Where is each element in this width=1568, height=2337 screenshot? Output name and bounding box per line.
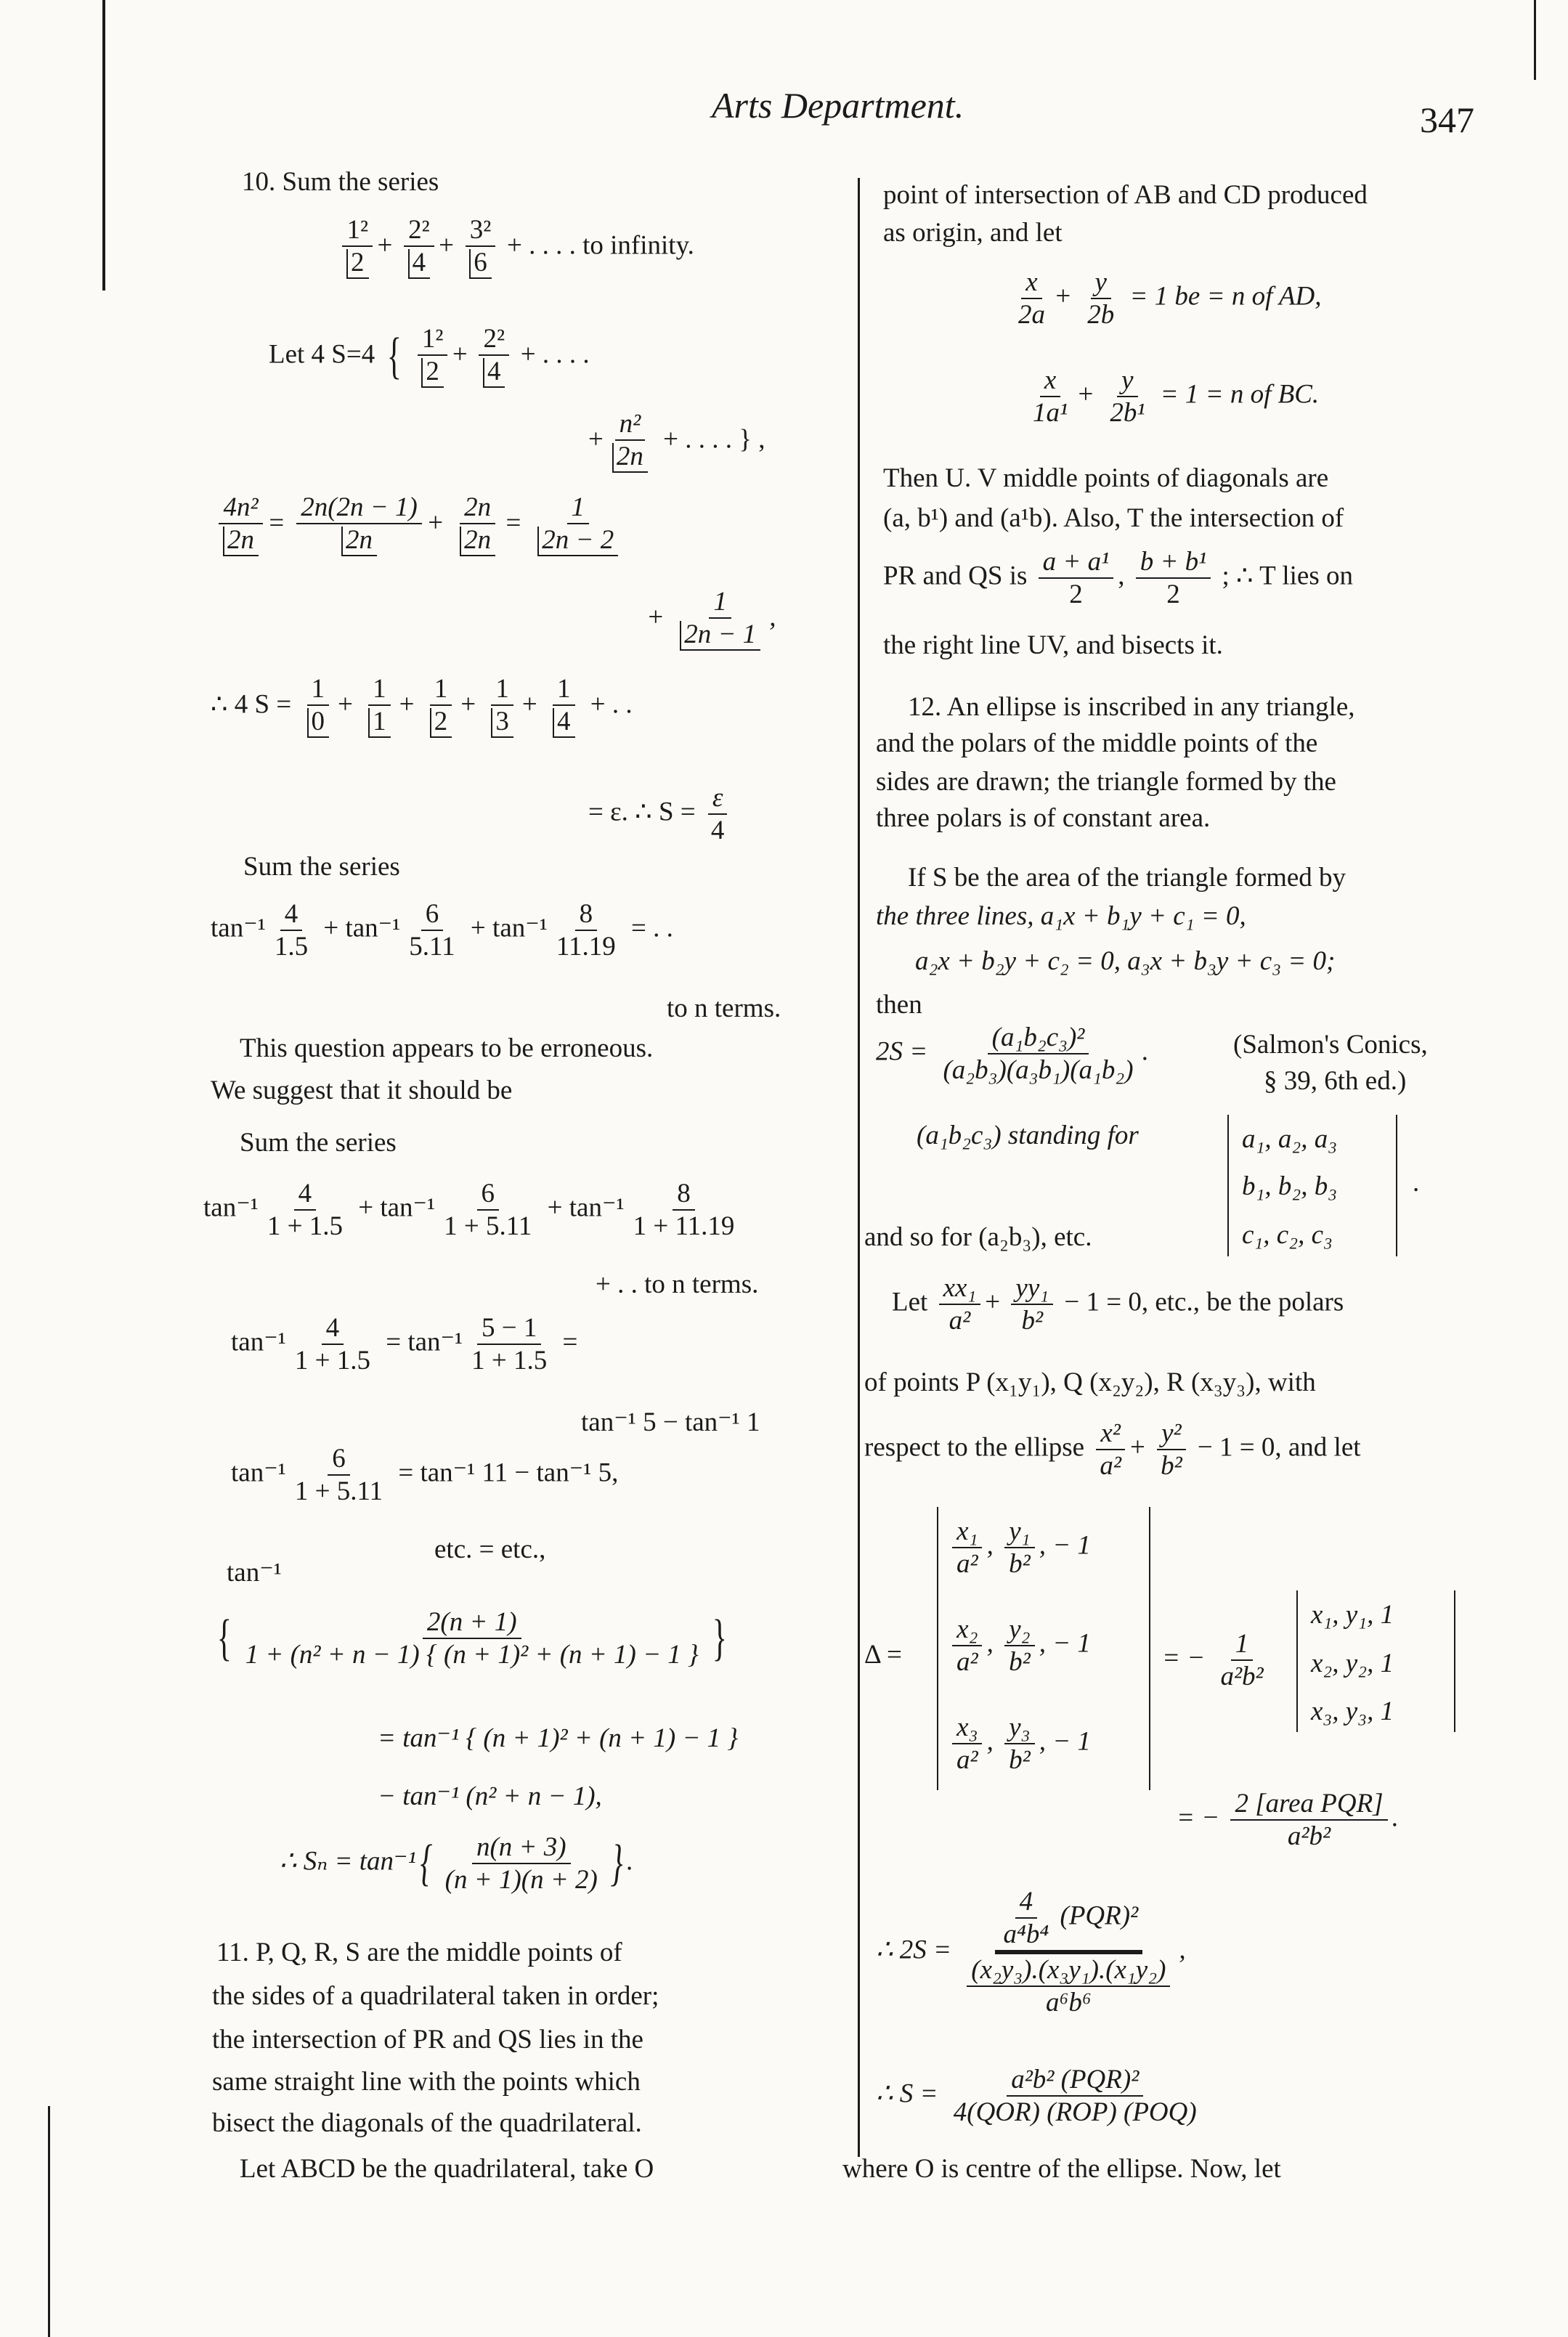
xy-row-3: x₃, y₃, 1 [1311,1696,1394,1726]
identity-line: $\frac{\text{4n²}}{2n}$ = $\frac{2n(2n - 1)}{2n}$ + $\frac{2n}{2n}$ = $\frac{1}{2n - 2}$ [214,494,627,556]
q11-line-5: bisect the diagonals of the quadrilateral. [212,2108,642,2138]
delta-row-2: $\frac{\text{x₂}}{\text{a²}}$ , $\frac{\text{y₂}}{\text{b²}}$ , − 1 [948,1616,1091,1675]
where-o-line: where O is centre of the ellipse. Now, let [842,2154,1281,2184]
delta-eq: = − $\frac{1}{\text{a²b²}}$ [1162,1629,1264,1691]
therefore-2s: ∴ 2S = $\frac{4}{\text{a⁴b⁴}}$ (PQR)² $\frac{\text{(x₂y₃).(x₃y₁).(x₁y₂)}}{\text{a⁶b⁶}}$ , [876,1887,1186,2017]
delta-row-3: $\frac{\text{x₃}}{\text{a²}}$ , $\frac{\text{y₃}}{\text{b²}}$ , − 1 [948,1714,1091,1773]
tan-general: tan⁻¹ [227,1558,282,1588]
erroneous-line-1: This question appears to be erroneous. [240,1033,654,1063]
if-s-line-2: the three lines, a₁x + b₁y + c₁ = 0, [876,901,1246,931]
line-bc: $\frac{x}{\text{1a¹}}$ + $\frac{y}{\text{2b¹}}$ = 1 = n of BC. [1033,365,1320,428]
det-row-a: a₁, a₂, a₃ [1242,1124,1338,1154]
general-eq-2: − tan⁻¹ (n² + n − 1), [378,1781,602,1811]
q11-line-2: the sides of a quadrilateral taken in order; [212,1981,659,2011]
det-row-c: c₁, c₂, c₃ [1242,1220,1333,1250]
erroneous-line-2: We suggest that it should be [211,1076,513,1105]
running-title: Arts Department. [712,85,964,126]
two-s-formula: 2S = $\frac{\text{(a₁b₂c₃)²}}{\text{(a₂b₃)(a₃b₁)(a₁b₂)}}$ . [876,1023,1149,1085]
of-points: of points P (x₁y₁), Q (x₂y₂), R (x₃y₃), with [864,1367,1316,1397]
q11-line-3: the intersection of PR and QS lies in the [212,2025,643,2054]
q12-line-1: 12. An ellipse is inscribed in any triangle, [908,692,1355,722]
q11-line-1: 11. P, Q, R, S are the middle points of [216,1938,622,1967]
tan-line-2: tan⁻¹ $\frac{6}{1 + 5.11}$ = tan⁻¹ 11 − tan⁻¹ 5, [231,1444,619,1506]
then-uv-line-1: Then U. V middle points of diagonals are [883,463,1329,493]
intro-line-2: as origin, and let [883,218,1063,248]
general-fraction: { $\frac{2(n + 1)}{\text{1 + (n² + n − 1) \{ (n + 1)² + (n + 1) − 1 \}}}$ } [216,1607,727,1670]
delta-row-1: $\frac{\text{x₁}}{\text{a²}}$ , $\frac{\text{y₁}}{\text{b²}}$ , − 1 [948,1518,1091,1577]
q11-line-6: Let ABCD be the quadrilateral, take O [240,2154,654,2184]
salmon-ref-1: (Salmon's Conics, [1233,1030,1428,1060]
lines-2-3: a₂x + b₂y + c₂ = 0, a₃x + b₃y + c₃ = 0; [915,946,1336,976]
q11-line-4: same straight line with the points which [212,2067,641,2097]
equals-epsilon: = ε. ∴ S = $\frac{\varepsilon}{4}$ [588,784,733,844]
let-4s: Let 4 S=4 { $\frac{\text{1²}}{2}$ + $\frac{\text{2²}}{4}$ + . . . . [269,324,590,386]
to-n-terms-1: to n terms. [667,993,781,1023]
and-so-for: and so for (a₂b₃), etc. [864,1222,1092,1252]
column-divider [858,178,860,2157]
sum-series-2: Sum the series [243,852,400,882]
intro-line-1: point of intersection of AB and CD produced [883,180,1368,210]
page-left-edge [102,0,105,290]
therefore-s: ∴ S = $\frac{\text{a²b² (PQR)²}}{\text{4(QOR) (ROP) (POQ)}}$ [876,2065,1197,2127]
q10-series: $\frac{\text{1²}}{2}$ + $\frac{\text{2²}}{4}$ + $\frac{\text{3²}}{6}$ + . . . . to infinity. [338,216,694,279]
to-n-terms-2: + . . to n terms. [596,1269,759,1299]
line-ad: $\frac{x}{2a}$ + $\frac{y}{2b}$ = 1 be = n of AD, [1018,267,1322,330]
standing-for: (a₁b₂c₃) standing for [917,1121,1139,1150]
page-right-edge [1534,0,1536,80]
tan-line-1b: tan⁻¹ 5 − tan⁻¹ 1 [581,1407,760,1437]
pr-qs-line: PR and QS is $\frac{\text{a + a¹}}{2}$ , $\frac{\text{b + b¹}}{2}$ ; ∴ T lies on [883,547,1353,609]
sum-series-3: Sum the series [240,1128,397,1158]
n2-term: + $\frac{\text{n²}}{2n}$ + . . . . } , [588,409,765,471]
if-s-line-1: If S be the area of the triangle formed by [908,863,1346,893]
area-eq: = − $\frac{\text{2 [area PQR]}}{\text{a²b²}}$ . [1177,1789,1399,1851]
page-number: 347 [1420,99,1474,140]
therefore-4s: ∴ 4 S = $\frac{1}{0}$ + $\frac{1}{1}$ + $\frac{1}{2}$ + $\frac{1}{3}$ + $\frac{1}{4}$ + . . [211,674,633,736]
delta-label: Δ = [864,1640,902,1670]
sn-result: ∴ Sₙ = tan⁻¹{ $\frac{n(n + 3)}{(n + 1)(n + 2)}$ } . [280,1832,634,1895]
tan-line-1: tan⁻¹ $\frac{4}{1 + 1.5}$ = tan⁻¹ $\frac{5 - 1}{1 + 1.5}$ = [231,1313,578,1375]
let-polars: Let $\frac{\text{xx₁}}{\text{a²}}$ + $\frac{\text{yy₁}}{\text{b²}}$ − 1 = 0, etc., be the polars [892,1273,1344,1336]
salmon-ref-2: § 39, 6th ed.) [1264,1066,1407,1096]
xy-row-2: x₂, y₂, 1 [1311,1649,1394,1678]
then-uv-line-2: (a, b¹) and (a¹b). Also, T the intersection of [883,503,1344,533]
det-row-b: b₁, b₂, b₃ [1242,1171,1338,1201]
bisects-line: the right line UV, and bisects it. [883,630,1223,660]
tan-series: tan⁻¹ $\frac{4}{1.5}$ + tan⁻¹ $\frac{6}{5.11}$ + tan⁻¹ $\frac{8}{11.19}$ = . . [211,899,673,962]
q12-line-2: and the polars of the middle points of the [876,728,1318,758]
det-dot: . [1413,1168,1420,1198]
page-left-edge-lower [48,2106,50,2337]
then-label: then [876,990,922,1020]
respect-line: respect to the ellipse $\frac{\text{x²}}{\text{a²}}$ + $\frac{\text{y²}}{\text{b²}}$ − 1 = 0, and let [864,1418,1361,1481]
q10-heading: 10. Sum the series [242,167,439,197]
q12-line-3: sides are drawn; the triangle formed by the [876,767,1336,797]
tan-series-corrected: tan⁻¹ $\frac{4}{1 + 1.5}$ + tan⁻¹ $\frac{6}{1 + 5.11}$ + tan⁻¹ $\frac{8}{1 + 11.19}$ [203,1179,735,1241]
general-eq-1: = tan⁻¹ { (n + 1)² + (n + 1) − 1 } [378,1723,739,1753]
xy-row-1: x₁, y₁, 1 [1311,1600,1394,1630]
etc-line: etc. = etc., [434,1535,546,1564]
q12-line-4: three polars is of constant area. [876,803,1211,833]
identity-tail: + $\frac{1}{2n - 1}$ , [646,587,776,649]
